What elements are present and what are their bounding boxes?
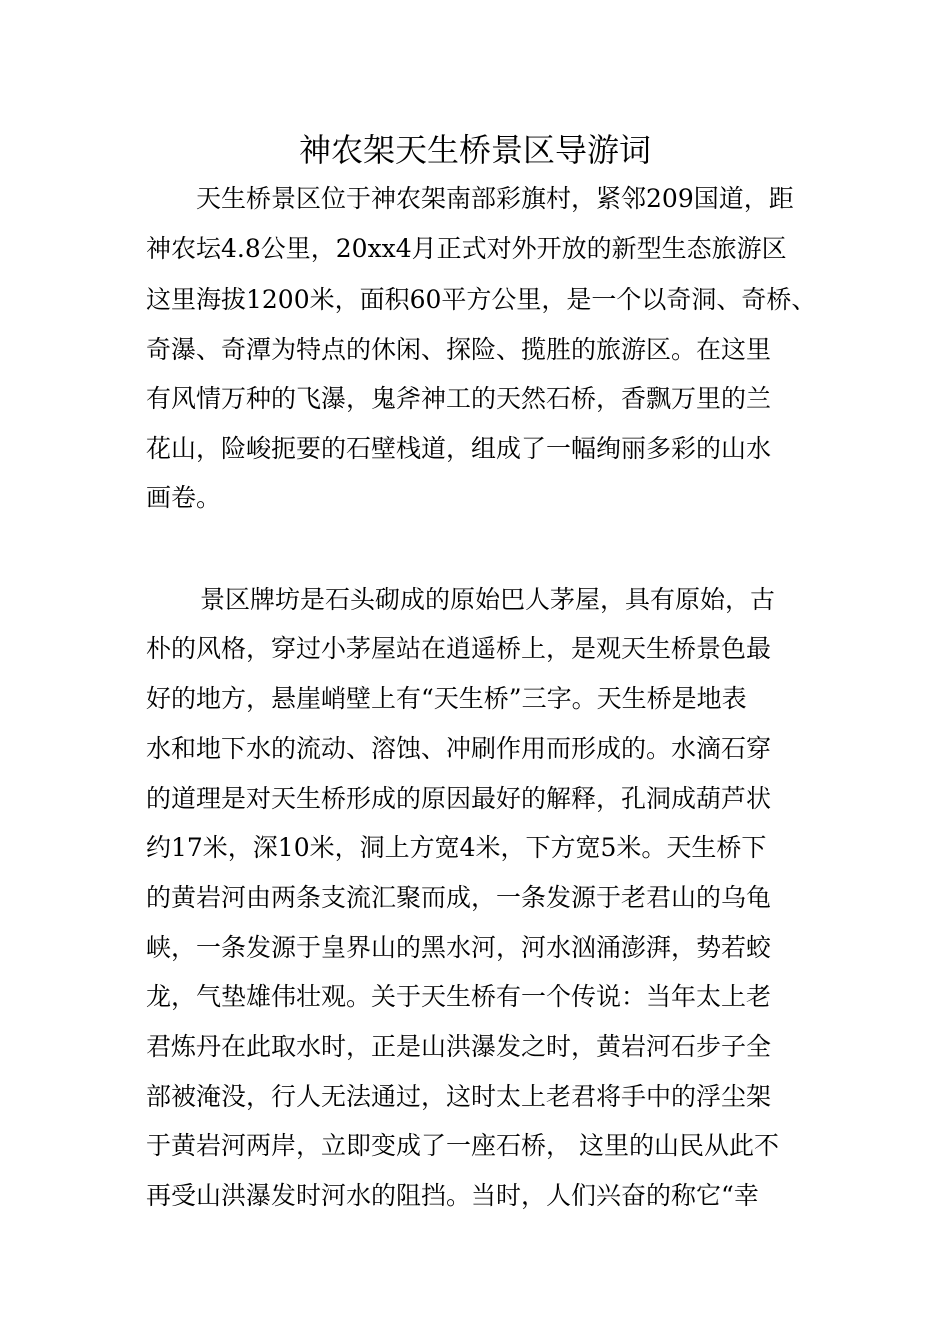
paragraph-1-line-5: 有风情万种的飞瀑，鬼斧神工的天然石桥，香飘万里的兰 (146, 384, 772, 413)
paragraph-2-line-8: 峡，一条发源于皇界山的黑水河，河水汹涌澎湃，势若蛟 (146, 933, 772, 962)
paragraph-2-line-7: 的黄岩河由两条支流汇聚而成，一条发源于老君山的乌龟 (146, 883, 772, 912)
paragraph-1-line-7: 画卷。 (146, 483, 222, 512)
paragraph-2-line-13: 再受山洪瀑发时河水的阻挡。当时，人们兴奋的称它“幸 (146, 1181, 759, 1210)
paragraph-2-line-10: 君炼丹在此取水时，正是山洪瀑发之时，黄岩河石步子全 (146, 1032, 772, 1061)
paragraph-1-line-3: 这里海拔1200米，面积60平方公里，是一个以奇洞、奇桥、 (146, 285, 817, 314)
paragraph-2-line-1: 景区牌坊是石头砌成的原始巴人茅屋，具有原始，古 (200, 585, 776, 614)
paragraph-2-line-9: 龙，气垫雄伟壮观。关于天生桥有一个传说：当年太上老 (146, 982, 772, 1011)
paragraph-2-line-5: 的道理是对天生桥形成的原因最好的解释，孔洞成葫芦状 (146, 784, 772, 813)
paragraph-2-line-2: 朴的风格，穿过小茅屋站在逍遥桥上，是观天生桥景色最 (146, 634, 772, 663)
paragraph-1-line-4: 奇瀑、奇潭为特点的休闲、探险、揽胜的旅游区。在这里 (146, 335, 772, 364)
paragraph-2-line-12: 于黄岩河两岸，立即变成了一座石桥， 这里的山民从此不 (146, 1131, 779, 1160)
document-title: 神农架天生桥景区导游词 (298, 131, 651, 169)
paragraph-1-line-6: 花山，险峻扼要的石壁栈道，组成了一幅绚丽多彩的山水 (146, 434, 772, 463)
paragraph-2-line-11: 部被淹没，行人无法通过，这时太上老君将手中的浮尘架 (146, 1082, 772, 1111)
paragraph-1-line-1: 天生桥景区位于神农架南部彩旗村，紧邻209国道，距 (196, 184, 794, 213)
paragraph-2-line-6: 约17米，深10米，洞上方宽4米，下方宽5米。天生桥下 (146, 833, 767, 862)
paragraph-1-line-2: 神农坛4.8公里，20xx4月正式对外开放的新型生态旅游区 (146, 234, 787, 263)
paragraph-2-line-4: 水和地下水的流动、溶蚀、冲刷作用而形成的。水滴石穿 (146, 734, 772, 763)
paragraph-2-line-3: 好的地方，悬崖峭壁上有“天生桥”三字。天生桥是地表 (146, 684, 747, 713)
